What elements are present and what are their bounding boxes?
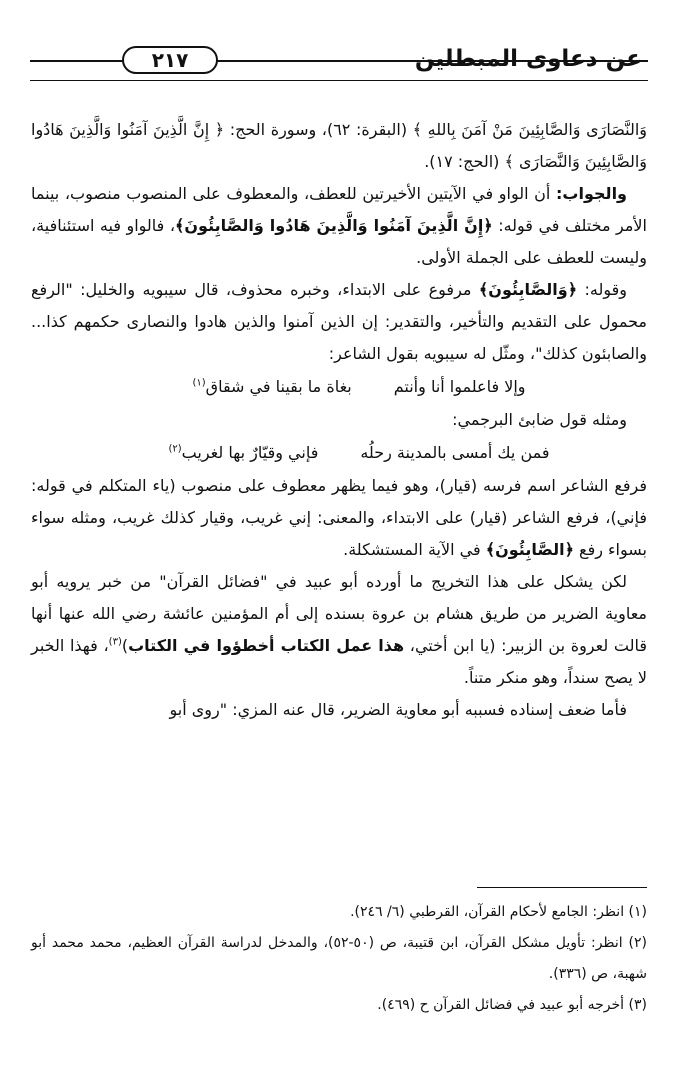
verse-2-second-hemistich — [168, 436, 318, 470]
paragraph-5 — [31, 470, 647, 566]
paragraph-4: ومثله قول ضابئ البرجمي: — [452, 410, 627, 429]
page-number-badge: ٢١٧ — [122, 46, 218, 74]
paragraph-3-text: مرفوع على الابتداء، وخبره محذوف، قال سيبويه والخليل: "الرفع محمول على التقديم والتأخير، والتقدير: إن الذين آمنوا والذين هادوا والنصارى حكمهم كذا... والصابئون كذلك"، ومثّل له سيبويه بقول الشاعر: — [31, 280, 647, 363]
footnotes — [31, 897, 647, 1021]
verse-1-text: بغاة ما بقينا في شقاق — [205, 377, 352, 396]
paragraph-3-lead: وقوله: — [577, 280, 628, 299]
verse-1-first-hemistich: وإلا فاعلموا أنا وأنتم — [393, 377, 526, 396]
answer-lead: والجواب: — [556, 184, 627, 203]
paragraph-1: وَالنَّصَارَى وَالصَّابِئِينَ مَنْ آمَنَ بِاللهِ ﴾ (البقرة: ٦٢)، وسورة الحج: ﴿ إِنَّ الَّذِينَ آمَنُوا وَالَّذِينَ هَادُوا وَالصَّابِئِينَ وَالنَّصَارَى ﴾ (الحج: ١٧). — [31, 120, 647, 171]
footnote-ref-1: (١) — [192, 377, 206, 389]
poetry-verse-1 — [31, 370, 647, 404]
paragraph-3 — [31, 274, 647, 370]
paragraph-6-tail: ، فهذا الخبر لا يصح سنداً، وهو منكر متناً. — [31, 636, 647, 687]
quran-quote: ﴿إِنَّ الَّذِينَ آمَنُوا وَالَّذِينَ هَادُوا وَالصَّابِئُونَ﴾ — [175, 216, 493, 235]
paragraph-2 — [31, 178, 647, 274]
verse-2-text: فإني وقيّارٌ بها لغريب — [181, 443, 319, 462]
footnote-ref-3: (٣) — [108, 636, 122, 648]
running-title: عن دعاوى المبطلين — [414, 46, 642, 72]
paragraph-6 — [31, 566, 647, 694]
footnote-ref-2: (٢) — [168, 443, 182, 455]
paragraph-5-tail: في الآية المستشكلة. — [343, 540, 486, 559]
footnote-3: (٣) أخرجه أبو عبيد في فضائل القرآن ح (٤٦٩). — [377, 997, 647, 1013]
main-text — [31, 114, 647, 726]
quran-quote: ﴿الصَّابِئُونَ﴾ — [485, 540, 574, 559]
page-header — [30, 44, 648, 86]
verse-2-first-hemistich: فمن يك أمسى بالمدينة رحلُه — [360, 443, 550, 462]
paragraph-6-close: ) — [121, 636, 129, 655]
poetry-verse-2 — [31, 436, 647, 470]
paragraph-5-text: فرفع الشاعر اسم فرسه (قيار)، وهو فيما يظهر معطوف على منصوب (ياء المتكلم في قوله: فإني)، فرفع الشاعر (قيار) على الابتداء، والمعنى: إني غريب، وقيار كذلك غريب، ومثله سواء بسواء رفع — [31, 476, 647, 559]
verse-1-second-hemistich — [192, 370, 351, 404]
paragraph-2-tail: ، فالواو فيه استئنافية، وليست للعطف على الجملة الأولى. — [31, 216, 647, 267]
hadith-bold-quote: هذا عمل الكتاب أخطؤوا في الكتاب — [128, 636, 405, 655]
footnote-separator — [477, 887, 647, 888]
header-rule-bottom — [30, 80, 648, 81]
quran-quote: ﴿وَالصَّابِئُونَ﴾ — [478, 280, 578, 299]
paragraph-2-text: أن الواو في الآيتين الأخيرتين للعطف، والمعطوف على المنصوب منصوب، بينما الأمر مختلف في قوله: — [31, 184, 647, 235]
paragraph-7: فأما ضعف إسناده فسببه أبو معاوية الضرير، قال عنه المزي: "روى أبو — [169, 700, 627, 719]
paragraph-6-text: لكن يشكل على هذا التخريج ما أورده أبو عبيد في "فضائل القرآن" من خبر يرويه أبو معاوية الضرير من طريق هشام بن عروة بسنده إلى أم المؤمنين عائشة رضي الله عنها أنها قالت لعروة بن الزبير: (يا ابن أختي، — [31, 572, 647, 655]
footnote-1: (١) انظر: الجامع لأحكام القرآن، القرطبي (٦/ ٢٤٦). — [350, 904, 647, 920]
footnote-2: (٢) انظر: تأويل مشكل القرآن، ابن قتيبة، ص (٥٠-٥٢)، والمدخل لدراسة القرآن العظيم، محمد محمد أبو شهبة، ص (٣٣٦). — [31, 935, 647, 982]
